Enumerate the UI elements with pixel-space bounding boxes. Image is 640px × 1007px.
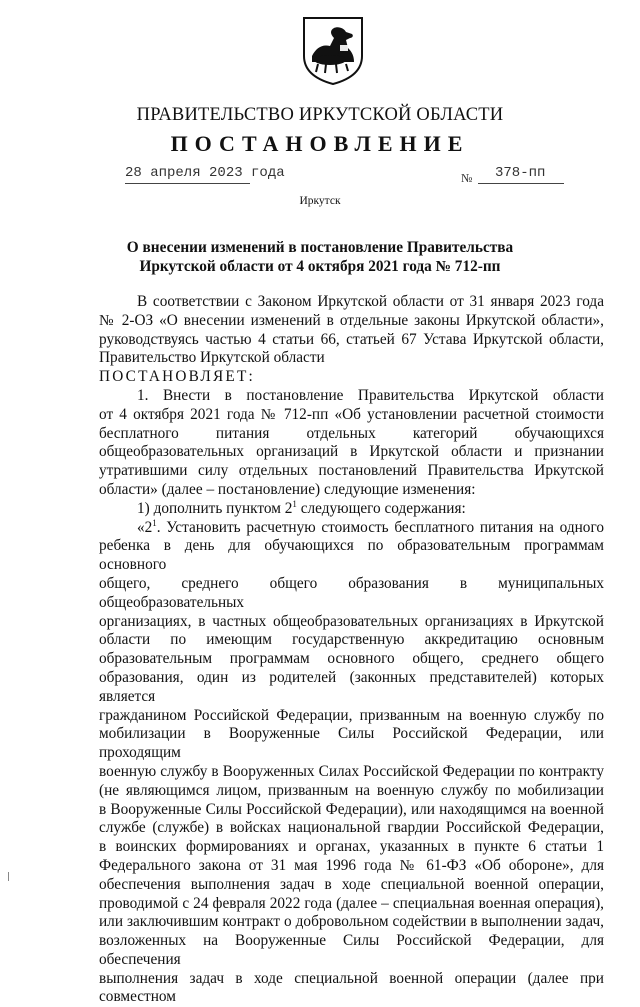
body-line: обеспечения выполнения задач в ходе специальной военной операции, [99, 875, 604, 893]
body-line: Федерального закона от 31 мая 1996 года № 61-ФЗ «Об обороне», для [99, 856, 604, 874]
body-line: области по имеющим государственную аккредитацию основным [99, 631, 604, 649]
subitem-line [99, 500, 604, 519]
body-line: в Вооруженные Силы Российской Федерации), или находящимся на военной [99, 800, 604, 818]
body-line: руководствуясь частью 4 статьи 66, статьей 67 Устава Иркутской области, [99, 330, 604, 348]
body-line: общеобразовательных организаций в Иркутской области и признании [99, 443, 604, 461]
title-line: О внесении изменений в постановление Правительства [126, 239, 514, 256]
body-line: образовательным программам основного общего, среднего общего [99, 650, 604, 668]
body-line: Правительство Иркутской области [99, 349, 325, 367]
body-line: мобилизации в Вооруженные Силы Российской Федерации, или проходящим [99, 725, 604, 762]
body-line: бесплатного питания отдельных категорий обучающихся [99, 424, 604, 442]
superscript: 1 [152, 517, 157, 528]
body-line: военную службу в Вооруженных Силах Российской Федерации по контракту [99, 762, 604, 780]
body-line: В соответствии с Законом Иркутской области от 31 января 2023 года [137, 293, 604, 310]
subitem-text: следующего содержания: [296, 499, 466, 517]
scan-margin-mark [8, 872, 9, 881]
number-underline [478, 183, 564, 184]
body-line: возложенных на Вооруженные Силы Российской Федерации, для обеспечения [99, 932, 604, 968]
body-line: образования, один из родителей (законных представителей) которых является [99, 668, 604, 705]
number-sign: № [461, 171, 473, 185]
document-title [0, 238, 640, 276]
body-line: организациях, в частных общеобразовательных организациях в Иркутской [99, 612, 604, 630]
quote-text: . Установить расчетную стоимость бесплатного питания на одного [156, 518, 604, 536]
body-line: выполнения задач в ходе специальной военной операции (далее при совместном [99, 969, 604, 1006]
body-line: проводимой с 24 февраля 2022 года (далее – специальная военная операция), [99, 894, 604, 912]
body-line: области» (далее – постановление) следующие изменения: [99, 480, 476, 498]
title-line: Иркутской области от 4 октября 2021 года № 712-пп [139, 258, 501, 275]
city: Иркутск [299, 195, 341, 207]
document-type: ПОСТАНОВЛЕНИЕ [170, 131, 470, 156]
body-line: или заключившим контракт о добровольном содействии в выполнении задач, [99, 913, 604, 931]
body-line: 1. Внести в постановление Правительства Иркутской области [137, 386, 604, 404]
subitem-text: 1) дополнить пунктом 2 [137, 499, 293, 517]
date-underline [125, 183, 250, 184]
body-line: от 4 октября 2021 года № 712-пп «Об установлении расчетной стоимости [99, 405, 604, 423]
body-line: (не являющимся лицом, призванным на военную службу по мобилизации [99, 781, 604, 799]
body-line: ребенка в день для обучающихся по образовательным программам основного [99, 537, 604, 574]
quote-text: «2 [137, 518, 153, 536]
body-line: утратившими силу отдельных постановлений Правительства Иркутской [99, 462, 604, 480]
irkutsk-coat-of-arms-icon [300, 12, 366, 86]
decree-number: 378-пп [495, 165, 546, 181]
document-body [99, 293, 604, 1007]
superscript: 1 [292, 498, 297, 509]
body-line: в воинских формированиях и органах, указанных в пункте 6 статьи 1 [99, 838, 604, 856]
government-name: ПРАВИТЕЛЬСТВО ИРКУТСКОЙ ОБЛАСТИ [136, 105, 504, 125]
body-line: гражданином Российской Федерации, призванным на военную службу по [99, 706, 604, 724]
body-line: общего, среднего общего образования в муниципальных общеобразовательных [99, 574, 604, 611]
resolves-heading: ПОСТАНОВЛЯЕТ: [99, 368, 255, 386]
quote-start-line [99, 519, 604, 538]
decree-date: 28 апреля 2023 года [125, 165, 285, 181]
body-line: службе (службе) в войсках национальной гвардии Российской Федерации, [99, 819, 604, 837]
body-line: № 2-ОЗ «О внесении изменений в отдельные законы Иркутской области», [99, 311, 604, 329]
